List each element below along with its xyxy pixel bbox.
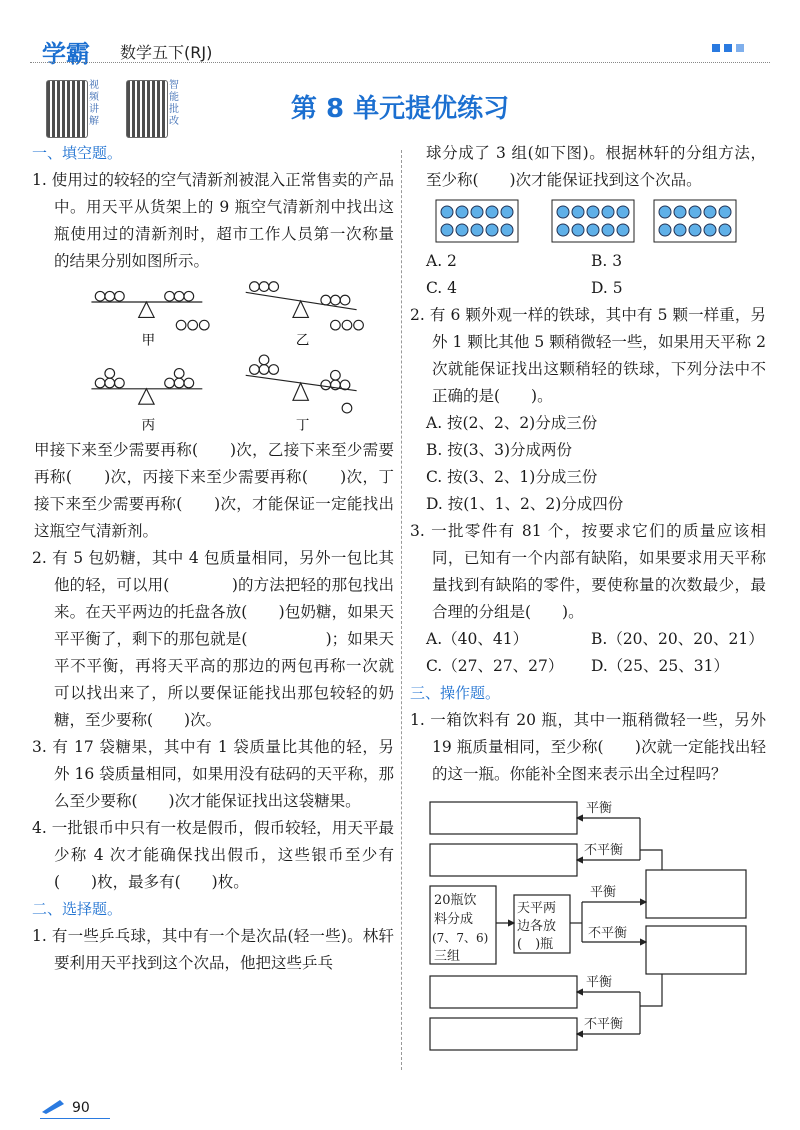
answer-box — [646, 870, 746, 918]
scale-label: 丁 — [295, 417, 310, 434]
option-b[interactable]: B.（20、20、20、21） — [591, 630, 764, 648]
answer-box — [430, 802, 577, 834]
question-3-1: 1. 一箱饮料有 20 瓶，其中一瓶稍微轻一些，另外 19 瓶质量相同，至少称( )次就一定能找出轻的这一瓶。你能补全图来表示出全过程吗？ — [410, 711, 766, 783]
scale-ding — [246, 355, 357, 413]
ping-pong-ball — [689, 206, 701, 218]
pencil-icon — [40, 1098, 66, 1114]
scale-label: 丙 — [141, 417, 156, 434]
left-column — [32, 140, 394, 977]
ping-pong-ball — [674, 206, 686, 218]
branch-label-balanced: 平衡 — [590, 885, 617, 900]
scale-bing — [91, 369, 202, 405]
ping-pong-ball — [441, 206, 453, 218]
section-heading-fill: 一、填空题。 — [32, 144, 123, 162]
step-text: 天平两 — [517, 901, 557, 916]
start-text: 20瓶饮 — [434, 893, 477, 908]
decor-square — [724, 44, 732, 52]
option-d[interactable]: D. 按(1、1、2、2)分成四份 — [426, 495, 624, 513]
ping-pong-ball — [587, 206, 599, 218]
logo: 学霸 — [42, 40, 90, 68]
option-c[interactable]: C. 4 — [426, 279, 458, 297]
page-number-underline — [40, 1118, 110, 1119]
branch-label-unbalanced: 不平衡 — [584, 843, 624, 858]
decor-square — [736, 44, 744, 52]
ping-pong-ball — [501, 224, 513, 236]
option-a[interactable]: A. 2 — [426, 252, 457, 270]
section-heading-operation: 三、操作题。 — [410, 684, 501, 702]
scale-label: 甲 — [141, 332, 156, 349]
ping-pong-ball — [674, 224, 686, 236]
header-divider — [30, 62, 770, 63]
start-text: 料分成 — [434, 912, 474, 927]
step-text: 边各放 — [517, 919, 557, 934]
ping-pong-ball — [486, 224, 498, 236]
question-1-3: 3. 有 17 袋糖果，其中有 1 袋质量比其他的轻，另外 16 袋质量相同，如果用没有砝码的天平称，那么至少要称( )次才能保证找出这袋糖果。 — [32, 738, 394, 810]
answer-box — [430, 976, 577, 1008]
ping-pong-ball — [471, 206, 483, 218]
question-1-2: 2. 有 5 包奶糖，其中 4 包质量相同，另外一包比其他的轻，可以用( )的方法把轻的那包找出来。在天平两边的托盘各放( )包奶糖，如果天平平衡了，剩下的那包就是( )；如果天平不平衡，再将天平高的那边的两包再称一次就可以找出来了，所以要保证能找出那包较轻的奶糖，至少要称( )次。 — [32, 549, 394, 729]
ping-pong-ball — [572, 224, 584, 236]
ping-pong-ball — [456, 206, 468, 218]
ping-pong-ball — [501, 206, 513, 218]
ping-pong-ball — [557, 224, 569, 236]
ping-pong-ball — [719, 224, 731, 236]
option-a[interactable]: A. 按(2、2、2)分成三份 — [426, 414, 598, 432]
ping-pong-ball — [602, 206, 614, 218]
section-heading-choice: 二、选择题。 — [32, 900, 123, 918]
option-d[interactable]: D. 5 — [591, 279, 623, 297]
question-1-4: 4. 一批银币中只有一枚是假币，假币较轻，用天平最少称 4 次才能确保找出假币，这些银币至少有( )枚，最多有( )枚。 — [32, 819, 394, 891]
ping-pong-ball — [689, 224, 701, 236]
ping-pong-ball — [486, 206, 498, 218]
subject-label: 数学五下(RJ) — [120, 43, 213, 62]
branch-label-unbalanced: 不平衡 — [584, 1017, 624, 1032]
options-2-1 — [410, 248, 766, 275]
start-text: (7、7、6) — [432, 931, 489, 945]
option-c[interactable]: C. 按(3、2、1)分成三份 — [426, 468, 598, 486]
page-title: 第 8 单元提优练习 — [290, 94, 510, 124]
step-text: ( )瓶 — [517, 937, 554, 952]
options-2-1 — [410, 275, 766, 302]
answer-box — [646, 926, 746, 974]
scale-label: 乙 — [295, 332, 310, 349]
flowchart — [410, 792, 760, 1054]
ping-pong-ball — [557, 206, 569, 218]
question-1-1-blanks: 甲接下来至少需要再称( )次，乙接下来至少需要再称( )次，丙接下来至少需要再称( )次，丁接下来至少需要再称( )次，才能保证一定能找出这瓶空气清新剂。 — [34, 441, 394, 540]
start-text: 三组 — [434, 949, 461, 964]
ping-pong-ball — [471, 224, 483, 236]
ping-pong-ball — [704, 206, 716, 218]
branch-label-balanced: 平衡 — [586, 975, 613, 990]
ping-pong-ball — [659, 224, 671, 236]
ping-pong-ball — [617, 206, 629, 218]
right-column — [410, 140, 766, 1054]
qr-label-grading: 智能批改 — [169, 80, 179, 127]
scale-yi — [246, 282, 364, 330]
option-b[interactable]: B. 3 — [591, 252, 623, 270]
question-2-2: 2. 有 6 颗外观一样的铁球，其中有 5 颗一样重，另外 1 颗比其他 5 颗稍微轻一些，如果用天平称 2 次就能保证找出这颗稍轻的铁球，下列分法中不正确的是( )。 — [410, 306, 766, 405]
ping-pong-ball — [617, 224, 629, 236]
scale-jia — [91, 291, 209, 330]
balance-figures — [32, 275, 390, 437]
ping-pong-ball — [587, 224, 599, 236]
question-2-3: 3. 一批零件有 81 个，按要求它们的质量应该相同，已知有一个内部有缺陷，如果要求用天平称量找到有缺陷的零件，要使称量的次数最少，最合理的分组是( )。 — [410, 522, 766, 621]
ping-pong-ball — [572, 206, 584, 218]
option-d[interactable]: D.（25、25、31） — [591, 657, 729, 675]
ball-groups — [410, 194, 760, 248]
ping-pong-ball — [456, 224, 468, 236]
branch-label-unbalanced: 不平衡 — [588, 926, 628, 941]
ping-pong-ball — [441, 224, 453, 236]
answer-box — [430, 844, 577, 876]
option-b[interactable]: B. 按(3、3)分成两份 — [426, 441, 573, 459]
ping-pong-ball — [659, 206, 671, 218]
option-a[interactable]: A.（40、41） — [426, 630, 529, 648]
ping-pong-ball — [602, 224, 614, 236]
column-divider — [401, 150, 402, 1070]
answer-box — [430, 1018, 577, 1050]
ping-pong-ball — [704, 224, 716, 236]
ping-pong-ball — [719, 206, 731, 218]
question-2-1: 1. 有一些乒乓球，其中有一个是次品(轻一些)。林轩要利用天平找到这个次品，他把这些乒乓 — [32, 927, 394, 972]
option-c[interactable]: C.（27、27、27） — [426, 657, 564, 675]
question-2-1-cont: 球分成了 3 组(如下图)。根据林轩的分组方法，至少称( )次才能保证找到这个次品。 — [426, 144, 766, 189]
page-number: 90 — [72, 1100, 90, 1116]
branch-label-balanced: 平衡 — [586, 801, 613, 816]
question-1-1: 1. 使用过的较轻的空气清新剂被混入正常售卖的产品中。用天平从货架上的 9 瓶空气清新剂中找出这瓶使用过的清新剂时，超市工作人员第一次称量的结果分别如图所示。 — [32, 171, 394, 270]
decor-square — [712, 44, 720, 52]
qr-label-video: 视频讲解 — [89, 80, 99, 127]
